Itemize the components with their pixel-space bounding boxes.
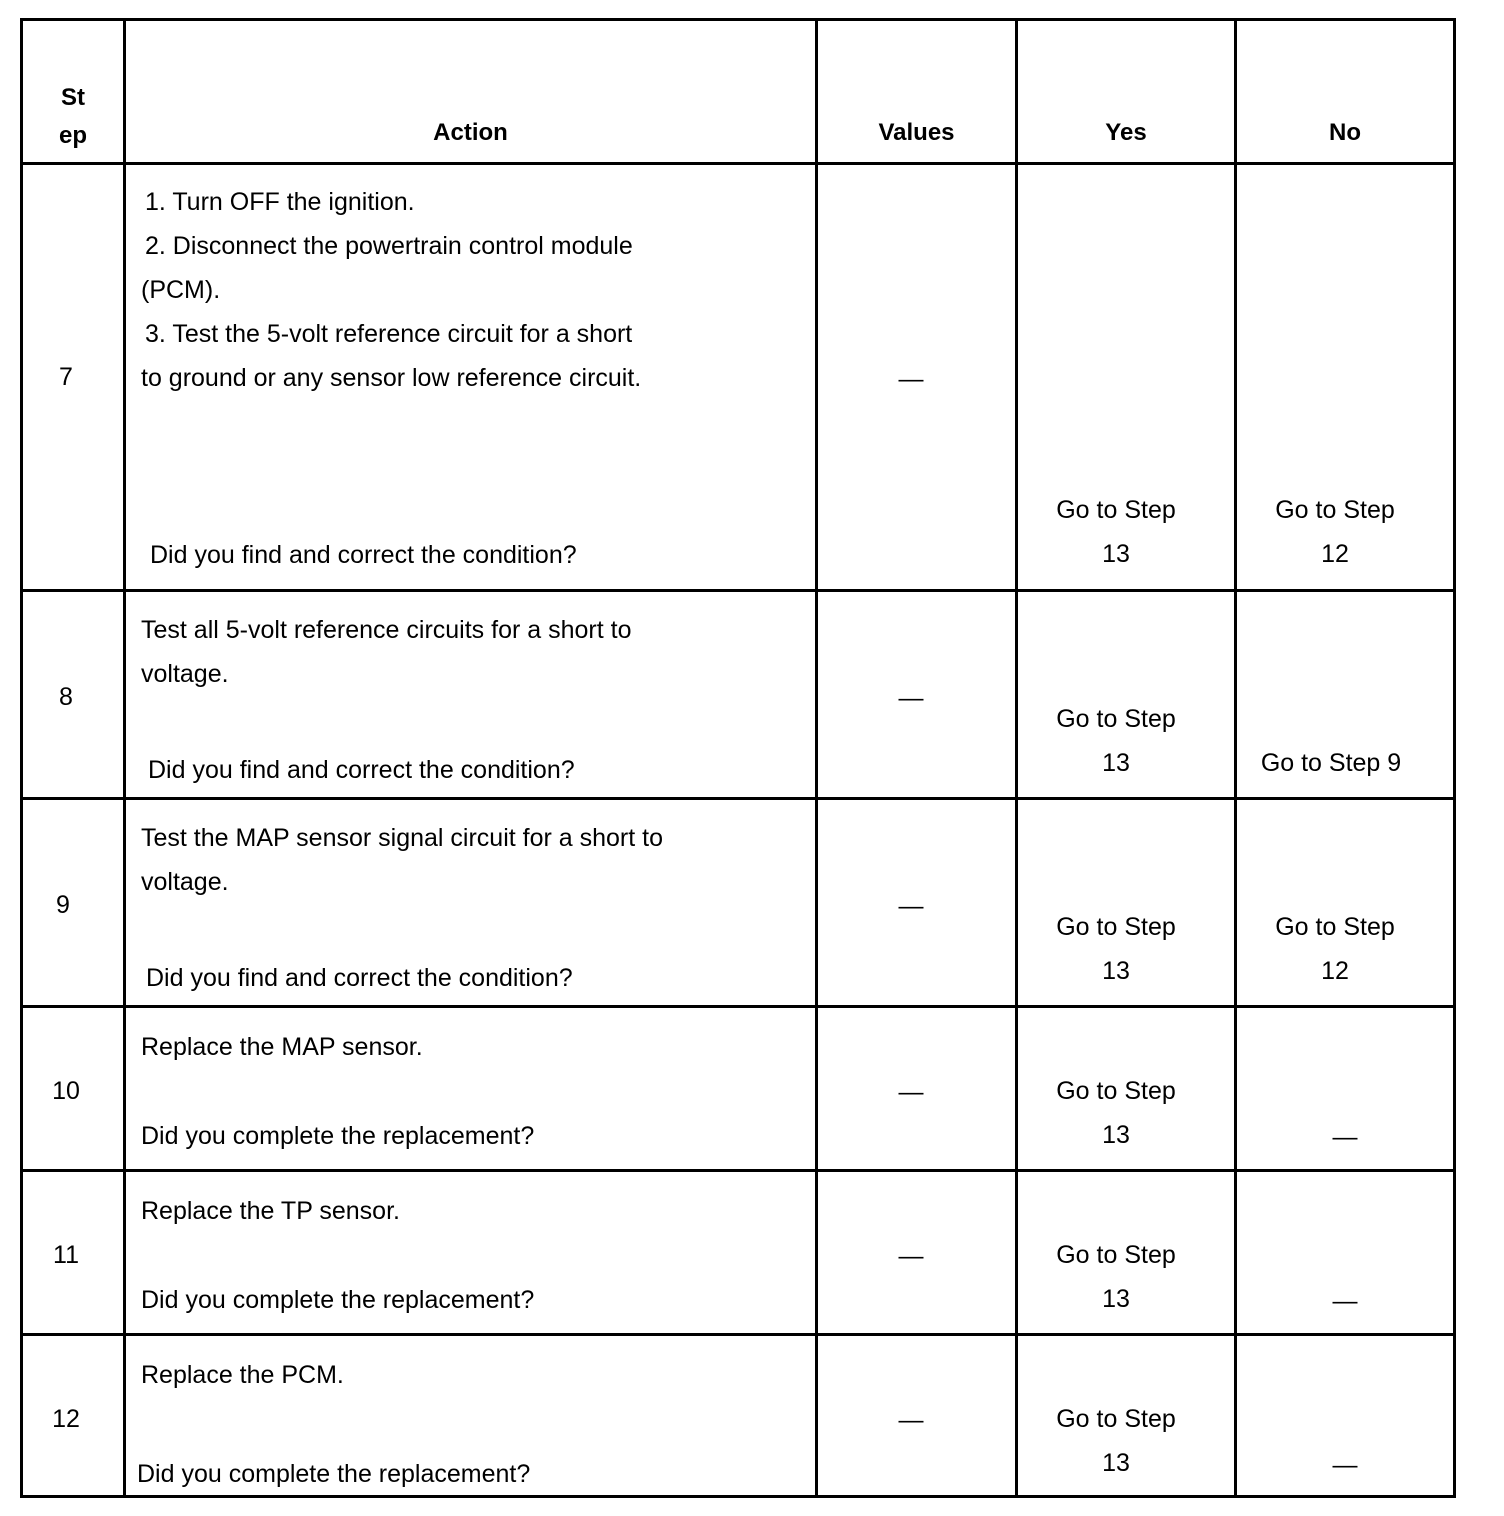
yes-cell: Go to Step 13 bbox=[1056, 705, 1176, 777]
values-cell: — bbox=[898, 365, 924, 393]
row-divider bbox=[23, 797, 1453, 800]
step-number: 8 bbox=[59, 683, 73, 711]
action-question: Did you find and correct the condition? bbox=[148, 756, 575, 784]
row-divider bbox=[23, 1169, 1453, 1172]
step-number: 7 bbox=[59, 363, 73, 391]
values-cell: — bbox=[898, 684, 924, 712]
action-question: Did you complete the replacement? bbox=[141, 1286, 535, 1314]
action-question: Did you complete the replacement? bbox=[141, 1122, 535, 1150]
column-divider bbox=[123, 21, 126, 1495]
step-number: 9 bbox=[56, 891, 70, 919]
row-divider bbox=[23, 162, 1453, 165]
yes-cell: Go to Step 13 bbox=[1056, 1077, 1176, 1149]
action-text: Test all 5-volt reference circuits for a short to voltage. bbox=[141, 616, 632, 688]
step-number: 11 bbox=[53, 1241, 79, 1269]
row-divider bbox=[23, 1333, 1453, 1336]
action-text: Replace the PCM. bbox=[141, 1361, 344, 1389]
row-divider bbox=[23, 589, 1453, 592]
header-yes: Yes bbox=[1105, 119, 1147, 146]
action-question: Did you find and correct the condition? bbox=[150, 541, 577, 569]
header-action: Action bbox=[433, 119, 508, 146]
no-cell: — bbox=[1332, 1123, 1358, 1151]
yes-cell: Go to Step 13 bbox=[1056, 1405, 1176, 1477]
column-divider bbox=[815, 21, 818, 1495]
yes-cell: Go to Step 13 bbox=[1056, 496, 1176, 568]
no-cell: Go to Step 12 bbox=[1275, 913, 1395, 985]
action-text: 1. Turn OFF the ignition. 2. Disconnect the powertrain control module (PCM). 3. Test the 5-volt reference circuit for a short to ground or any sensor low reference circuit. bbox=[141, 188, 642, 392]
action-question: Did you find and correct the condition? bbox=[146, 964, 573, 992]
action-text: Replace the TP sensor. bbox=[141, 1197, 400, 1225]
step-number: 12 bbox=[52, 1405, 80, 1433]
action-text: Test the MAP sensor signal circuit for a short to voltage. bbox=[141, 824, 663, 896]
yes-cell: Go to Step 13 bbox=[1056, 1241, 1176, 1313]
values-cell: — bbox=[898, 1078, 924, 1106]
yes-cell: Go to Step 13 bbox=[1056, 913, 1176, 985]
values-cell: — bbox=[898, 1406, 924, 1434]
header-step: St ep bbox=[58, 84, 87, 149]
values-cell: — bbox=[898, 1242, 924, 1270]
no-cell: — bbox=[1332, 1287, 1358, 1315]
diagnostic-table bbox=[20, 18, 1456, 1498]
no-cell: — bbox=[1332, 1451, 1358, 1479]
action-question: Did you complete the replacement? bbox=[137, 1460, 531, 1488]
header-no: No bbox=[1329, 119, 1361, 146]
no-cell: Go to Step 9 bbox=[1260, 749, 1402, 777]
values-cell: — bbox=[898, 892, 924, 920]
header-values: Values bbox=[878, 119, 955, 146]
step-number: 10 bbox=[52, 1077, 80, 1105]
action-text: Replace the MAP sensor. bbox=[141, 1033, 423, 1061]
no-cell: Go to Step 12 bbox=[1275, 496, 1395, 568]
row-divider bbox=[23, 1005, 1453, 1008]
